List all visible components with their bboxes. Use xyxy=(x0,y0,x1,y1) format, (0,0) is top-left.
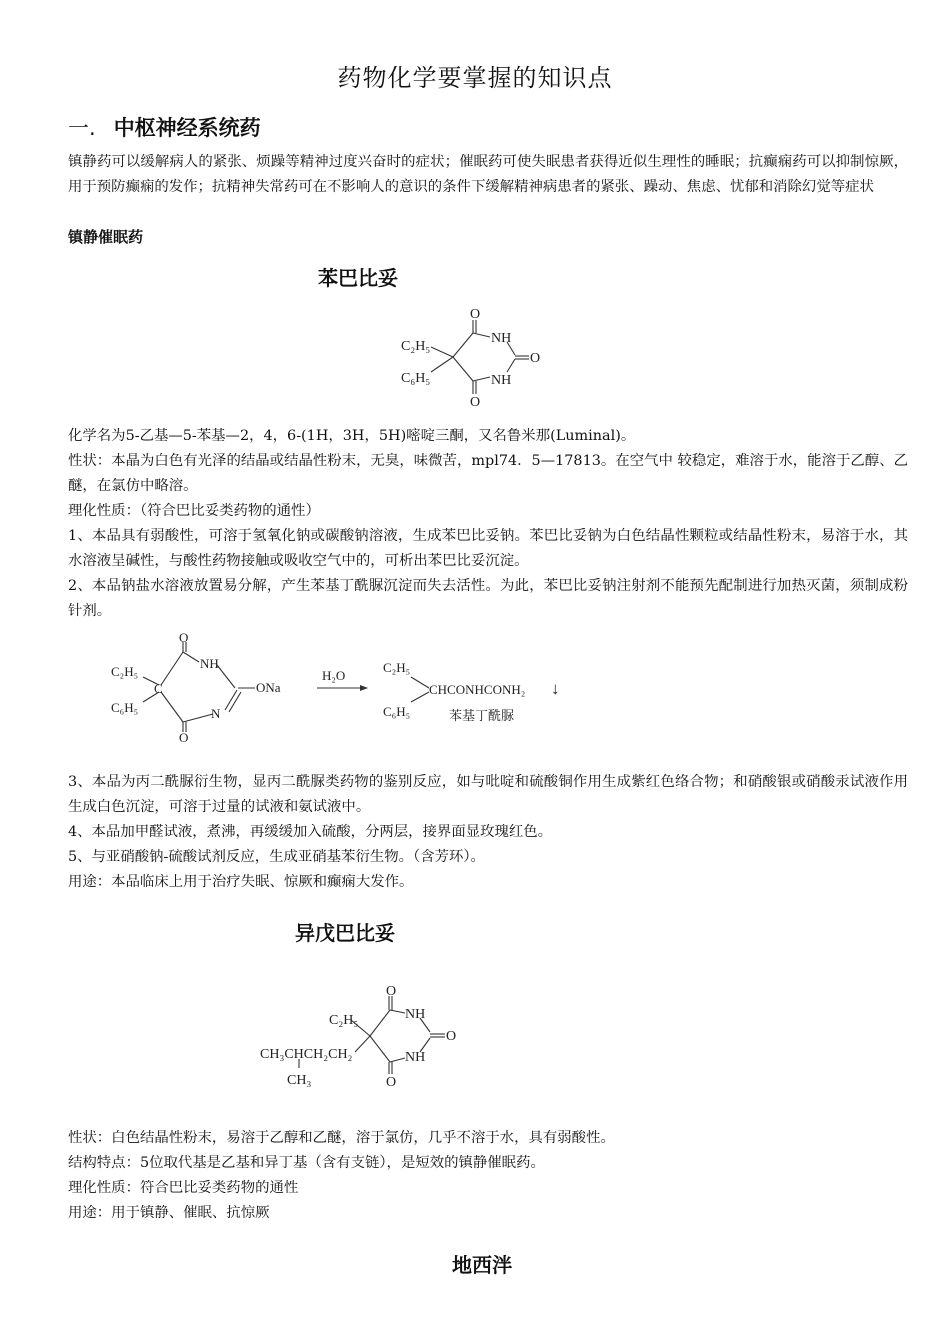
product-c6h5: C₆H₅ xyxy=(383,704,411,719)
reaction-nh: NH xyxy=(200,656,219,671)
phenobarbital-line: 理化性质：（符合巴比妥类药物的通性） xyxy=(68,503,320,519)
page-title: 药物化学要掌握的知识点 xyxy=(337,64,613,92)
amo-ch3: CH₃ xyxy=(287,1073,312,1088)
amobarbital-heading: 异戊巴比妥 xyxy=(295,921,395,945)
reaction-c: C xyxy=(154,681,163,696)
reaction-o-bottom: O xyxy=(179,730,189,745)
amobarbital-info xyxy=(68,1126,908,1226)
amo-o-bottom: O xyxy=(386,1075,397,1090)
amo-nh-bottom: NH xyxy=(405,1050,426,1065)
phenobarbital-info xyxy=(68,424,908,624)
reaction-c6h5: C₆H₅ xyxy=(111,700,139,715)
phenobarbital-line: 用途：本品临床上用于治疗失眠、惊厥和癫痫大发作。 xyxy=(68,874,414,890)
amo-o-top: O xyxy=(386,984,397,999)
phenobarbital-line: 性状：本晶为白色有光泽的结晶或结晶性粉末，无臭，味微苦，mpl74．5—17813。在空气中 较稳定，难溶于水，能溶于乙醇、乙醚，在氯仿中略溶。 xyxy=(68,453,908,494)
struct-c6h5: C₆H₅ xyxy=(401,371,431,386)
phenobarbital-line: 2、本品钠盐水溶液放置易分解，产生苯基丁酰脲沉淀而失去活性。为此，苯巴比妥钠注射剂不能预先配制进行加热灭菌，须制成粉针剂。 xyxy=(68,578,908,619)
amobarbital-line: 结构特点：5位取代基是乙基和异丁基（含有支链），是短效的镇静催眠药。 xyxy=(68,1155,545,1171)
phenobarbital-line: 1、本品具有弱酸性，可溶于氢氧化钠或碳酸钠溶液，生成苯巴比妥钠。苯巴比妥钠为白色结晶性颗粒或结晶性粉末，易溶于水，其水溶液呈碱性，与酸性药物接触或吸收空气中的，可析出苯巴比妥沉淀。 xyxy=(68,528,908,569)
struct-o-right: O xyxy=(530,351,541,366)
subsection-heading: 镇静催眠药 xyxy=(68,228,144,246)
phenobarbital-line: 3、本品为丙二酰脲衍生物，显丙二酰脲类药物的鉴别反应，如与吡啶和硫酸铜作用生成紫红色络合物；和硝酸银或硝酸汞试液作用生成白色沉淀，可溶于过量的试液和氨试液中。 xyxy=(68,774,908,815)
product-c2h5: C₂H₅ xyxy=(383,660,411,675)
amo-o-right: O xyxy=(446,1029,457,1044)
phenobarbital-properties xyxy=(68,770,908,895)
phenobarbital-heading: 苯巴比妥 xyxy=(318,266,398,290)
intro-paragraph: 镇静药可以缓解病人的紧张、烦躁等精神过度兴奋时的症状；催眠药可使失眠患者获得近似生理性的睡眠；抗癫痫药可以抑制惊厥，用于预防癫痫的发作；抗精神失常药可在不影响人的意识的条件下缓解精神病患者的紧张、躁动、焦虑、忧郁和消除幻觉等症状 xyxy=(68,154,908,195)
diazepam-heading: 地西泮 xyxy=(452,1253,512,1277)
struct-o-bottom: O xyxy=(470,395,481,410)
amobarbital-line: 性状：白色结晶性粉末，易溶于乙醇和乙醚，溶于氯仿，几乎不溶于水，具有弱酸性。 xyxy=(68,1130,615,1146)
product-formula: CHCONHCONH₂ xyxy=(429,682,526,697)
amo-nh-top: NH xyxy=(405,1007,426,1022)
section-heading xyxy=(68,112,261,142)
section-label: 中枢神经系统药 xyxy=(113,116,261,140)
struct-nh-bottom: NH xyxy=(491,373,512,388)
reaction-c2h5: C₂H₅ xyxy=(111,664,139,679)
product-name: 苯基丁酰脲 xyxy=(449,709,515,724)
amobarbital-line: 理化性质：符合巴比妥类药物的通性 xyxy=(68,1180,299,1196)
amobarbital-line: 用途：用于镇静、催眠、抗惊厥 xyxy=(68,1205,270,1221)
phenobarbital-line: 化学名为5-乙基—5-苯基—2，4，6-(1H，3H，5H)嘧啶三酮，又名鲁米那(Luminal)。 xyxy=(68,428,636,444)
phenobarbital-line: 5、与亚硝酸钠-硫酸试剂反应，生成亚硝基苯衍生物。（含芳环）。 xyxy=(68,849,485,865)
struct-o-top: O xyxy=(470,307,481,322)
amo-c2h5: C₂H₅ xyxy=(329,1013,359,1028)
reaction-o-top: O xyxy=(179,630,189,645)
reaction-ona: ONa xyxy=(256,680,281,695)
reaction-n: N xyxy=(211,706,221,721)
struct-nh-top: NH xyxy=(491,331,512,346)
hydrolysis-reaction xyxy=(105,630,575,748)
amobarbital-structure xyxy=(255,980,475,1092)
amo-chain: CH₃CHCH₂CH₂ xyxy=(260,1047,353,1062)
struct-c2h5: C₂H₅ xyxy=(401,339,431,354)
section-number: 一. xyxy=(68,116,96,140)
phenobarbital-structure xyxy=(395,300,565,410)
phenobarbital-line: 4、本品加甲醛试液，煮沸，再缓缓加入硫酸，分两层，接界面显玫瑰红色。 xyxy=(68,824,553,840)
precipitate-arrow: ↓ xyxy=(551,679,560,698)
reaction-reagent: H₂O xyxy=(322,668,346,683)
